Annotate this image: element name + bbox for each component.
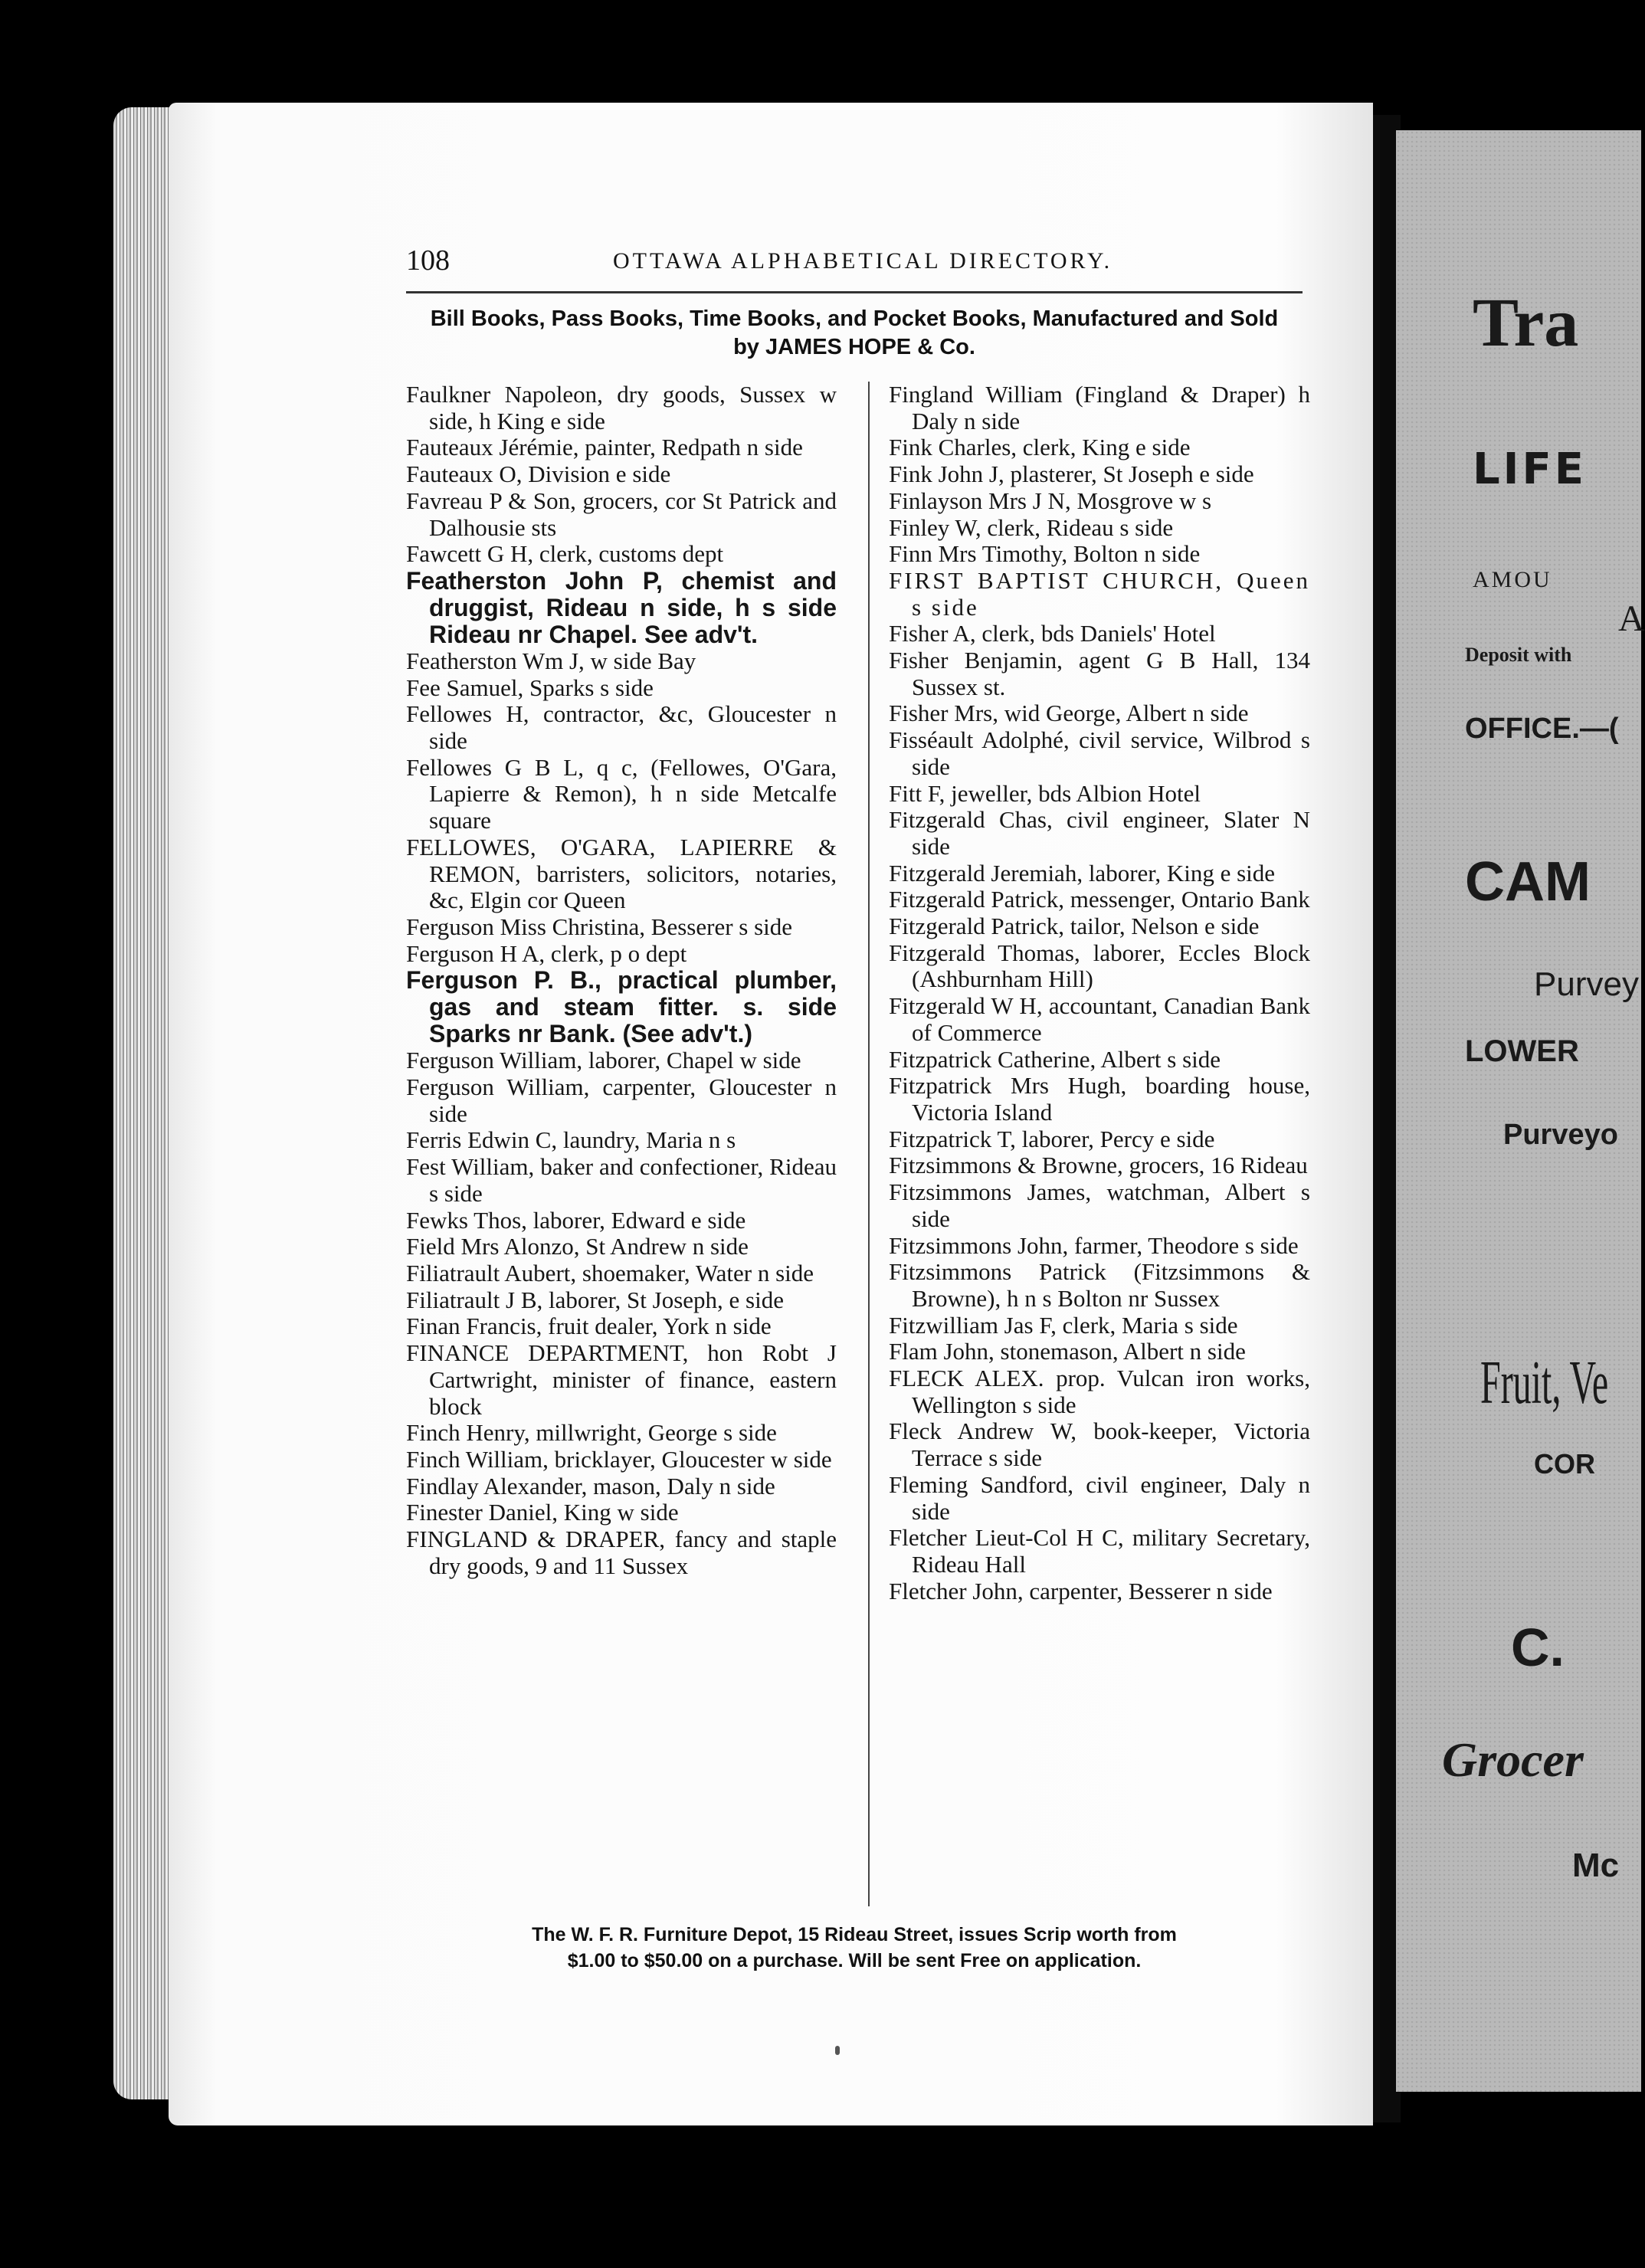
directory-entry: Ferguson P. B., practical plumber, gas and steam fitter. s. side Sparks nr Bank. (See adv't.) bbox=[406, 966, 837, 1048]
directory-entry: Filiatrault Aubert, shoemaker, Water n side bbox=[406, 1259, 814, 1286]
directory-entry: Featherston John P, chemist and druggist, Rideau n side, h s side Rideau nr Chapel. See adv't. bbox=[406, 566, 837, 648]
directory-entry: Fitzsimmons John, farmer, Theodore s side bbox=[889, 1231, 1299, 1259]
directory-entry: Fingland William (Fingland & Draper) h Daly n side bbox=[889, 381, 1310, 434]
directory-entry: Faulkner Napoleon, dry goods, Sussex w side, h King e side bbox=[406, 381, 837, 434]
directory-entry: Fawcett G H, clerk, customs dept bbox=[406, 540, 724, 568]
directory-entry: Ferguson H A, clerk, p o dept bbox=[406, 939, 687, 967]
directory-entry: Fisher Benjamin, agent G B Hall, 134 Sussex st. bbox=[889, 647, 1310, 700]
page-number: 108 bbox=[406, 244, 450, 277]
facing-line: OFFICE.—( bbox=[1465, 713, 1619, 745]
directory-entry: Fellowes H, contractor, &c, Gloucester n side bbox=[406, 700, 837, 755]
facing-line: Purveyo bbox=[1503, 1119, 1618, 1151]
directory-entry: Flam John, stonemason, Albert n side bbox=[889, 1338, 1246, 1365]
directory-entry: FELLOWES, O'GARA, LAPIERRE & REMON, barristers, solicitors, notaries, &c, Elgin cor Queen bbox=[406, 833, 837, 914]
page-speck bbox=[835, 2046, 840, 2055]
facing-line: Deposit with bbox=[1465, 644, 1572, 666]
directory-entry: Fitzpatrick Mrs Hugh, boarding house, Victoria Island bbox=[889, 1072, 1310, 1126]
facing-line: Grocer bbox=[1442, 1732, 1584, 1787]
facing-line: LOWER bbox=[1465, 1034, 1579, 1068]
facing-line: LIFE bbox=[1473, 444, 1588, 494]
directory-column-right bbox=[889, 382, 1310, 1604]
facing-line: Fruit, Ve bbox=[1480, 1349, 1609, 1417]
directory-entry: Fitzgerald Jeremiah, laborer, King e side bbox=[889, 859, 1276, 887]
directory-entry: Fitzsimmons James, watchman, Albert s side bbox=[889, 1178, 1310, 1232]
directory-entry: Fitzgerald W H, accountant, Canadian Bank of Commerce bbox=[889, 992, 1310, 1046]
directory-entry: Fletcher John, carpenter, Besserer n side bbox=[889, 1577, 1273, 1604]
directory-entry: Favreau P & Son, grocers, cor St Patrick and Dalhousie sts bbox=[406, 487, 837, 541]
directory-entry: Ferris Edwin C, laundry, Maria n s bbox=[406, 1126, 736, 1154]
directory-entry: Fitzwilliam Jas F, clerk, Maria s side bbox=[889, 1311, 1238, 1339]
directory-entry: Filiatrault J B, laborer, St Joseph, e side bbox=[406, 1286, 784, 1313]
directory-entry: Finley W, clerk, Rideau s side bbox=[889, 513, 1174, 541]
directory-entry: FINGLAND & DRAPER, fancy and staple dry goods, 9 and 11 Sussex bbox=[406, 1526, 837, 1579]
directory-entry: Fleck Andrew W, book-keeper, Victoria Terrace s side bbox=[889, 1418, 1310, 1472]
running-title: OTTAWA ALPHABETICAL DIRECTORY. bbox=[613, 248, 1113, 274]
directory-entry: Fisher Mrs, wid George, Albert n side bbox=[889, 700, 1249, 727]
directory-entry: Fest William, baker and confectioner, Rideau s side bbox=[406, 1153, 837, 1207]
directory-entry: Fitzgerald Patrick, tailor, Nelson e side bbox=[889, 913, 1260, 940]
footer-ad-line-2: $1.00 to $50.00 on a purchase. Will be sent Free on application. bbox=[567, 1950, 1142, 1971]
directory-entry: Fisséault Adolphé, civil service, Wilbrod s side bbox=[889, 726, 1310, 780]
facing-line: C. bbox=[1511, 1617, 1565, 1677]
directory-entry: Fitzpatrick T, laborer, Percy e side bbox=[889, 1125, 1215, 1152]
directory-entry: FLECK ALEX. prop. Vulcan iron works, Wellington s side bbox=[889, 1365, 1310, 1418]
header-ad-line-2: by JAMES HOPE & Co. bbox=[733, 335, 975, 359]
directory-entry: Fitzsimmons Patrick (Fitzsimmons & Browne), h n s Bolton nr Sussex bbox=[889, 1258, 1310, 1312]
directory-entry: Field Mrs Alonzo, St Andrew n side bbox=[406, 1233, 749, 1260]
directory-entry: Fitzgerald Chas, civil engineer, Slater N side bbox=[889, 806, 1310, 860]
directory-entry: Finch William, bricklayer, Gloucester w side bbox=[406, 1445, 832, 1473]
directory-entry: Ferguson William, laborer, Chapel w side bbox=[406, 1047, 801, 1074]
directory-entry: Finlayson Mrs J N, Mosgrove w s bbox=[889, 487, 1212, 514]
footer-ad-line-1: The W. F. R. Furniture Depot, 15 Rideau Street, issues Scrip worth from bbox=[532, 1924, 1177, 1945]
facing-line: COR bbox=[1534, 1448, 1595, 1480]
directory-entry: Fitt F, jeweller, bds Albion Hotel bbox=[889, 779, 1201, 807]
footer-advertisement bbox=[398, 1922, 1310, 1974]
directory-entry: Fink John J, plasterer, St Joseph e side bbox=[889, 460, 1254, 488]
directory-entry: Finch Henry, millwright, George s side bbox=[406, 1419, 777, 1447]
directory-entry: Featherston Wm J, w side Bay bbox=[406, 647, 696, 674]
facing-advertisement-page bbox=[1396, 130, 1645, 2092]
directory-entry: Fitzsimmons & Browne, grocers, 16 Rideau bbox=[889, 1152, 1308, 1179]
column-divider bbox=[868, 382, 870, 1906]
directory-entry: Fleming Sandford, civil engineer, Daly n side bbox=[889, 1470, 1310, 1525]
facing-line: Purvey bbox=[1534, 965, 1639, 1003]
directory-entry: Finester Daniel, King w side bbox=[406, 1499, 679, 1526]
directory-entry: Fewks Thos, laborer, Edward e side bbox=[406, 1206, 746, 1234]
header-advertisement bbox=[398, 305, 1310, 362]
directory-entry: Fitzgerald Patrick, messenger, Ontario Bank bbox=[889, 886, 1310, 913]
directory-entry: Fletcher Lieut-Col H C, military Secretary, Rideau Hall bbox=[889, 1524, 1310, 1578]
directory-entry: Fauteaux O, Division e side bbox=[406, 460, 671, 488]
directory-entry: FIRST BAPTIST CHURCH, Queen s side bbox=[889, 566, 1310, 621]
directory-entry: Findlay Alexander, mason, Daly n side bbox=[406, 1472, 775, 1499]
directory-entry: Finn Mrs Timothy, Bolton n side bbox=[889, 540, 1201, 568]
facing-line: A bbox=[1618, 598, 1645, 639]
directory-column-left bbox=[406, 382, 837, 1579]
directory-entry: Finan Francis, fruit dealer, York n side bbox=[406, 1313, 772, 1340]
directory-entry: Fitzpatrick Catherine, Albert s side bbox=[889, 1045, 1221, 1073]
directory-entry: FINANCE DEPARTMENT, hon Robt J Cartwright, minister of finance, eastern block bbox=[406, 1339, 837, 1420]
directory-entry: Fink Charles, clerk, King e side bbox=[889, 434, 1191, 461]
header-ad-line-1: Bill Books, Pass Books, Time Books, and Pocket Books, Manufactured and Sold bbox=[430, 306, 1279, 331]
facing-line: CAM bbox=[1465, 851, 1591, 913]
header-rule bbox=[406, 291, 1303, 293]
directory-entry: Fee Samuel, Sparks s side bbox=[406, 674, 654, 701]
facing-line: AMOU bbox=[1473, 567, 1552, 592]
facing-line: Mc bbox=[1572, 1847, 1620, 1884]
directory-entry: Ferguson Miss Christina, Besserer s side bbox=[406, 913, 793, 940]
facing-line: Tra bbox=[1473, 285, 1579, 361]
directory-entry: Fauteaux Jérémie, painter, Redpath n side bbox=[406, 434, 803, 461]
directory-entry: Fisher A, clerk, bds Daniels' Hotel bbox=[889, 620, 1216, 647]
directory-entry: Fitzgerald Thomas, laborer, Eccles Block (Ashburnham Hill) bbox=[889, 939, 1310, 993]
directory-entry: Ferguson William, carpenter, Gloucester n side bbox=[406, 1073, 837, 1127]
directory-entry: Fellowes G B L, q c, (Fellowes, O'Gara, Lapierre & Remon), h n side Metcalfe square bbox=[406, 753, 837, 834]
